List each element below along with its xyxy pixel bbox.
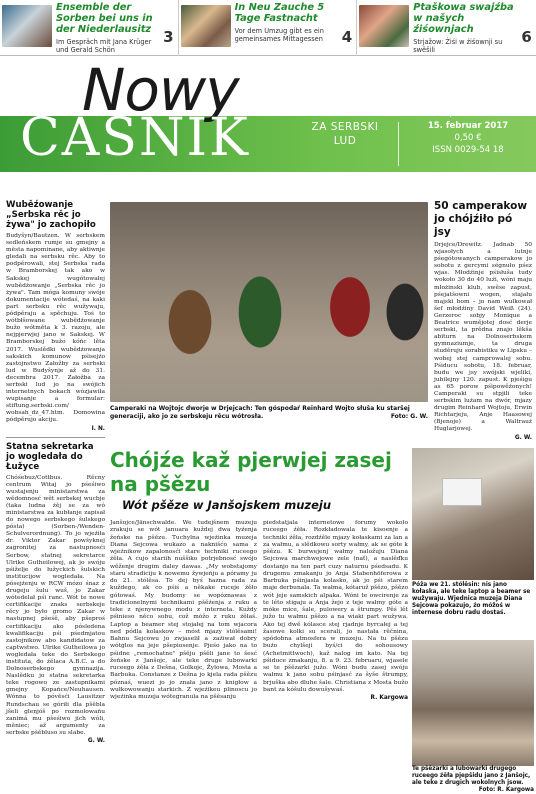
- article-campers-headline[interactable]: 50 camperakow jo chójźiło pó jsy: [434, 200, 528, 238]
- issue-price: 0,50 €: [454, 133, 482, 143]
- spinning-group-photo[interactable]: [412, 640, 534, 766]
- feature-column-1: [110, 520, 257, 782]
- spinning-group-caption-credit: Foto: R. Kargowa: [478, 787, 534, 793]
- carnival-caption-credit: Foto: G. W.: [390, 412, 428, 420]
- article-campers-signature: G. W.: [514, 434, 532, 441]
- teaser-3-headline: Ptaškowa swajźba w našych źiśownjach: [413, 2, 514, 35]
- article-campers-body: Drjejce/Drewitz. Jadnab 50 wjasołych a lutnje pśegótowanych camperakow jo sobotu z gercymi ségnuło pśez wjas. Młodźinje pśisłuša tudy wokoło 30 do 40 luźi, wóni maju młożinski klub, swěse zapust, pśejatšowni wogen, stajału majski bom – jo nam wulkował šef młodźiny David Weiß (24). Gerzeroc sobjy Monique a Beatrice wumějotej dosć derje serbski, ta prědna znajo lěkša abiturn na Dolnoserbskem gymnaziumje, ta druga studěruju sorabistiku w Lipsku – wobej stej camprowalej sobu. Pśiducu sobotu, 18. februar, budu we jsy swójski wjeliki, jubilejny 120. zapust. K pjeśigu as 65 porow pśipowěźonych! Camperaki su stpjili teke serbskim luźam na dwór, mjazy drugim Reinhard Wojtoju, Erwin Richtarjeju, Anje Haasowej (Bjenoje) a Waltrauź Huglarjowej.: [434, 242, 532, 433]
- column-separator: [6, 437, 105, 438]
- feature-subhead: Wót pšěze w Janšojskem muzeju: [122, 498, 332, 512]
- teaser-2[interactable]: [179, 0, 358, 56]
- spinning-group-caption-text: Te pšězarki a lubowarki drugego ruceego źěła pjepšidu jano z Janšojc, ale teke z drugich wokolnych jsow.: [412, 766, 531, 786]
- article-competition-body: Budyšyn/Bautzen. W serbskem sedleńskem rumje su gmejny a města napominane, aby aktiwnje gledali na serbsku rěc. Aby to podpěrowali, stej Serbska rada w Bramborskej tak ako w Sakskej wugótowałej wubědźowanje „Serbska rěc jo żywa". Tam móga komuny swóje dokumentacije wótedaś, na kaki part serbsku rěc wužywaju, pódpěraju a spěchuju. Toś to wótbłšowane wubědźowanje bužo wótměta k 3. razoju, ale nejpjerwjej jano w Sakskej. W Bramborskej bužo kóńc lěta 2017. Wuslědki wubědźowanja sakskich komunow pśisejźo zastojnstwo Załožby za serbski lud w Budyšynje až do 31. decembra 2017. Załožba za serbski lud jo na swójich internetnych bokach wózjawiła wupisanje a formular: stiftung.serbski.com/ wobsah_dz_47.htm. Domowina pódpěrujo akciju.: [6, 233, 105, 424]
- teaser-1-photo: [2, 5, 52, 47]
- issue-number: 07/Lětnik 68: [438, 109, 498, 119]
- teaser-3-page: 6: [521, 28, 532, 46]
- title-nowy: Nowy: [82, 56, 239, 124]
- spinning-laptop-caption: Póża we 21. stólěsin: nis jano kołaska, ale teke laptop a beamer se wužywaju. Wjednica muzeja Diana Sejcowa pokazujo, źo móžoś w internese dobru radu dostaś.: [412, 582, 531, 616]
- right-column: [434, 200, 532, 441]
- tagline-line-1: TYŹENIK: [321, 107, 369, 119]
- article-secretary-signature: G. W.: [87, 738, 105, 744]
- masthead: [0, 56, 536, 174]
- teaser-strip: [0, 0, 536, 56]
- teaser-1-page: 3: [163, 28, 174, 46]
- article-secretary-headline[interactable]: Statna sekretarka jo wogledała do Łužyce: [6, 441, 94, 472]
- article-secretary-body: Chóśebuz/Cottbus. Rěcny centrum Witaj jo pśeśiwo wustajenju ministarstwa za wědomnosć wět serbskej wucbje (taka ludna źěj se za wó ministarstwa za kubłanje zapisał do nowego serbskego šulskego pósta) (Sorben-/Wenden-Schulverordnung). To jo wjeźiła dr. Viktor Zakar powšyknej zagronitej za nastupnosći Serbow, statnej sekretarce Ulrike Gutheilowej, ak jo swóju pśiželje do łužyckich šulskich institucijow wogledała. Na pósejźenju w RCW mózo śnaz z drugeju šulu wuš, jo Zakar wótedelał pśi ranc. Wót te nowe certifikacije znaks serbskeje rěcy jo było gromo Zakar w nastupnej pšeśě, aby pšeproś certifikaciju ako pósledena kwalifikaciju pśi pśedmjatou zastojnikow abo kandidatow za captwstwo. Ulrike Gutheilowa jo wogledała teke do Serbskego instituta, do źělaca A.B.C. a do Dolnoserbskego gymnazija. Naslědku jo statna sekretarka teke rogowo ze zastupnikami gmejny Kopańce/Neuhausen. Wónna to póvěsći Lausitzer Rundschau se góriłi dla pšěbla jšeli glenjóš po rozmolowańu zanimá mu pšeśiwo jich wóli, měniec; až argumenty za serbske pšěbluso su slabe.: [6, 474, 105, 736]
- issue-date: 15. februar 2017: [427, 121, 509, 131]
- spinning-group-caption: [412, 766, 534, 794]
- teaser-3[interactable]: [357, 0, 536, 56]
- issue-issn: ISSN 0029-54 18: [432, 145, 504, 155]
- tagline-line-3: LUD: [333, 135, 357, 147]
- feature-signature: R. Kargowa: [370, 695, 408, 701]
- carnival-caption-text: Camperaki na Wojtojc dworje w Drjejcach: Ten góspodaŕ Reinhard Wojto słuša ku staršej generaciji, ako jo ze serbskeju rěcu wótrosła.: [110, 405, 410, 420]
- title-casnik: CASNIK: [20, 108, 250, 168]
- left-column: [6, 200, 105, 784]
- feature-body-1: Janšojce/Jänschwalde. We tudejšnem muzeju zrakuju se wót januara kuždej dwa tyźenja žeńske na pšězu. Tuchylna wjeźinka muzeja Diana Sejcowa wukazo a naknišćo sama z wjeźnikow zapalonosći stare techniki ruceego źěła. A cujo stariih nuššiko potrjebnosć swójo wěženje drugim daley dawas. „My wobstajomy staru stradiciju k nowemu žywjeńju a póramy ju do 21. stólěsa. To dej byś hazna rada za kuždego, ak co pśiś a někake ruceje źěło gótowaś. My budomy se wopóznawas z tradicionelnymi technikami pšěźenja z ruku a teke z njenywnego modu z interneta. Kuždy pśinieso něco sobu, což móžo z ruku źěłaś. Laptop a beamer stej stojałej na tom wjacora ned pódla kolaskow – móst mjazy stólěsami! Bahnu Sejcowu jo zwjaselił a zaźiwał dobry wótglos na jeje pšepiosenje. Pjeśo jako na to pśidne „remochatne" pšěju pšěli jane to šesć žeńske z Janšojc, ale teke druge lubowarki ruceego źěła z Dešna, Golkojc, Žylowa, Mosta a Barbuka. Constanze z Dešna jo kjela rada pšězu póznaś, wuezi jo jo znała jano z knigłow a wułkowowanju starkich. Z wjeźikeu plinoscu jo wjeźinka muzeja wótegranula na pšěsanju: [110, 520, 257, 700]
- teaser-3-sub: Strjažow: Źiśi w źiśownji su swěšili: [413, 38, 503, 54]
- feature-body-2: piedstatjala internetowe forumy wokolo ruceego źěła. Rozkładowala te kisoenje a techniki źěła, rozdźěle mjazy kołaskami za lan a za wałmu, a slědkowu sorty wałmy, ak se góte k pšězu. K burwejenj wałmy naložuju Diana Sejcowa marchwejowe zele (nať), a naslěďku dostanjo na ten part cuzy naturnu pśedsadu. K drugemu zmakanju jo Anja Stabenhöferowa z Barbuka pśinjasla kolasko, ak jo pśi starem maje derbunala. Ta wałma, kótaruž pšězo, pšězo wót jeje samskich alpaka. Wóni te owcirenje za te léto stigaju a Anja žejo z teje wałmy góte a móke mice, šale, pulowery a štrumpy. Pěś lět južo tu wałmu pšězo a na wiaki part wužywa. Ako tej dwě kólasce stej rjadnje byrcałej a tej žasowe kolki su scerali, jo nastała rěčnina, spódobna atmosfera w muzeju. Na tu pšězu buźo chylšeji byś/ci do sohousowy (Achetmittwoch), kaž nalog im kato. Na tej pšiduce zmakanju, 8. a 9. 23. februaru, wjasele se te pšězarki južo. Wóni budu zasej swóju wałmu k jano sobu pśinjasć za šyše štrumpy, brjuška abo dluhe šale. Christiana z Mosta bužo bant za kóšulu dowušywaś.: [263, 520, 408, 693]
- feature-column-2: [263, 520, 408, 782]
- teaser-1-headline: Ensemble der Sorben bei uns in der Niederlausitz: [56, 2, 153, 35]
- feature-headline[interactable]: Chójźe kaž pjerwjej zasej na pšězu: [110, 448, 392, 496]
- carnival-photo[interactable]: [110, 202, 428, 402]
- teaser-2-photo: [181, 5, 231, 47]
- teaser-2-headline: In Neu Zauche 5 Tage Fastnacht: [234, 2, 325, 24]
- article-competition-signature: I. N.: [91, 425, 105, 432]
- article-competition-headline[interactable]: Wuběźowanje „Serbska rěc jo żywa" jo zachopiło: [6, 200, 96, 230]
- spinning-laptop-photo[interactable]: [412, 448, 534, 580]
- issue-info: [404, 108, 532, 156]
- teaser-2-page: 4: [341, 28, 353, 46]
- teaser-1-sub: Im Gespräch mit Jana Krüger und Gerald Schön: [56, 38, 152, 54]
- teaser-2-sub: Vor dem Umzug gibt es ein gemeinsames Mittagessen: [234, 27, 324, 43]
- teaser-3-photo: [359, 5, 409, 47]
- tagline-line-2: ZA SERBSKI: [311, 121, 379, 133]
- carnival-photo-caption: [110, 405, 428, 420]
- tagline: [300, 106, 390, 148]
- teaser-1[interactable]: [0, 0, 179, 56]
- masthead-divider: [398, 122, 399, 166]
